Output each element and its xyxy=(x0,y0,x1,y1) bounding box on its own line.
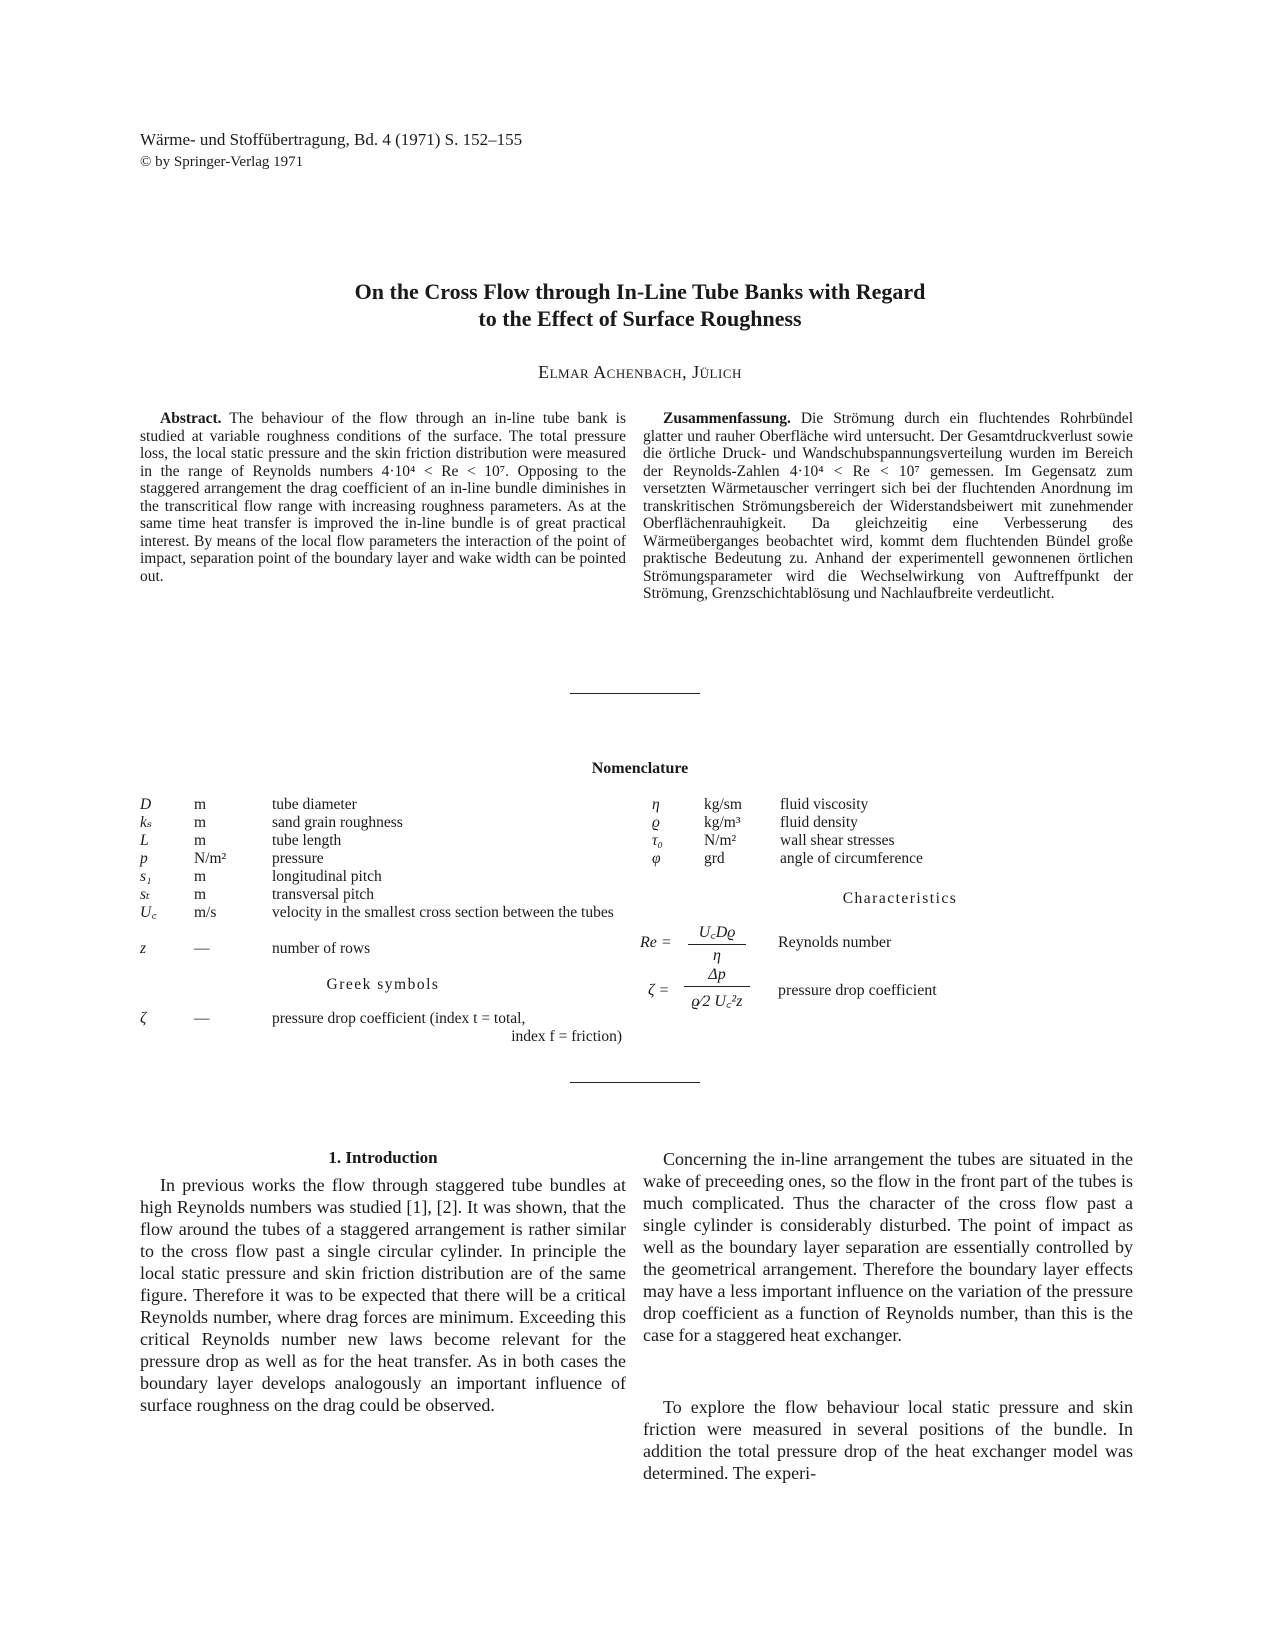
unit: m xyxy=(194,868,207,885)
symbol: U꜀ xyxy=(140,904,157,921)
unit: — xyxy=(194,940,210,957)
unit: m xyxy=(194,796,207,813)
reynolds-fraction xyxy=(688,920,746,965)
unit: N/m² xyxy=(704,832,737,849)
nomenclature-row xyxy=(652,814,1142,832)
unit: m/s xyxy=(194,904,217,921)
intro-paragraph-3: To explore the flow behaviour local static pressure and skin friction were measured in several positions of the bundle. In addition the total pressure drop of the heat exchanger model was determined. The experi- xyxy=(643,1397,1133,1483)
abstract-german xyxy=(643,410,1133,603)
symbol: z xyxy=(140,940,147,957)
title-line-2: to the Effect of Surface Roughness xyxy=(478,306,802,331)
abstract-label: Abstract. xyxy=(160,410,222,427)
abstract-text: The behaviour of the flow through an in-line tube bank is studied at variable roughness conditions of the surface. The total pressure loss, the local static pressure and the skin friction distribution were measured in the range of Reynolds numbers 4·10⁴ < Re < 10⁷. Opposing to the staggered arrangement the drag coefficient of an in-line bundle diminishes in the transcritical flow range with increasing roughness parameters. As at the same time heat transfer is improved the in-line bundle is of great practical interest. By means of the local flow parameters the interaction of the point of impact, separation point of the boundary layer and wake width can be pointed out. xyxy=(140,410,626,585)
nomenclature-zeta xyxy=(140,1010,630,1046)
zusammenfassung-text: Die Strömung durch ein fluchtendes Rohrbündel glatter und rauher Oberfläche wird untersucht. Der Gesamtdruckverlust sowie die örtliche Druck- und Wandschubspannungsverteilung wurden im Bereich der Reynolds-Zahlen 4·10⁴ < Re < 10⁷ gemessen. Im Gegensatz zum versetzten Wärmetauscher verringert sich bei der fluchtenden Anordnung im transkritischen Strömungsbereich der Widerstandsbeiwert mit zunehmender Oberflächenrauhigkeit. Da gleichzeitig eine Verbesserung des Wärmeüberganges beobachtet wird, kommt dem fluchtenden Bündel große praktische Bedeutung zu. Anhand der experimentell gewonnenen örtlichen Strömungsparameter wird die Wechselwirkung von Auftreffpunkt der Strömung, Grenzschichtablösung und Nachlaufbreite verdeutlicht. xyxy=(643,410,1133,602)
journal-header xyxy=(140,128,522,174)
description: pressure xyxy=(272,850,324,867)
copyright-notice: © by Springer-Verlag 1971 xyxy=(140,154,304,170)
symbol: τ₀ xyxy=(652,832,663,849)
section-heading: 1. Introduction xyxy=(328,1148,438,1167)
unit: N/m² xyxy=(194,850,227,867)
symbol: φ xyxy=(652,850,661,867)
unit: m xyxy=(194,886,207,903)
intro-paragraph-2: Concerning the in-line arrangement the tubes are situated in the wake of preceeding ones, so the flow in the front part of the tubes is much complicated. Thus the character of the cross flow past a single cylinder is considerably disturbed. The point of impact as well as the boundary layer separation are essentially controlled by the geometrical arrangement. Therefore the boundary layer effects may have a less important influence on the variation of the pressure drop coefficient as a function of Reynolds number, than this is the case for a staggered heat exchanger. xyxy=(643,1149,1133,1345)
unit: kg/m³ xyxy=(704,814,741,831)
fraction-bar xyxy=(684,986,750,987)
description: fluid viscosity xyxy=(780,796,869,813)
nomenclature-row xyxy=(140,832,630,850)
nomenclature-row xyxy=(140,1010,630,1028)
paper-title xyxy=(140,278,1140,332)
abstract-english xyxy=(140,410,626,585)
separator-rule-bottom xyxy=(570,1082,700,1083)
reynolds-denominator: η xyxy=(713,947,721,964)
intro-paragraph-1: In previous works the flow through staggered tube bundles at high Reynolds numbers was studied [1], [2]. It was shown, that the flow around the tubes of a staggered arrangement is rather similar to the cross flow past a single circular cylinder. In principle the local static pressure and skin friction distribution are of the same figure. Therefore it was to be expected that there will be a critical Reynolds number, where drag forces are minimum. Exceeding this critical Reynolds number new laws become relevant for the pressure drop as well as for the heat transfer. As in both cases the boundary layer develops analogously an important influence of surface roughness on the drag could be observed. xyxy=(140,1175,626,1415)
description: angle of circumference xyxy=(780,850,923,867)
description: tube length xyxy=(272,832,342,849)
description: transversal pitch xyxy=(272,886,375,903)
description: wall shear stresses xyxy=(780,832,895,849)
unit: kg/sm xyxy=(704,796,742,813)
zeta-description: pressure drop coefficient xyxy=(778,982,937,999)
symbol: L xyxy=(140,832,149,849)
description: longitudinal pitch xyxy=(272,868,382,885)
nomenclature-row xyxy=(140,796,630,814)
symbol: D xyxy=(140,796,152,813)
nomenclature-row xyxy=(140,940,630,958)
unit: — xyxy=(194,1010,210,1027)
nomenclature-row xyxy=(652,850,1142,868)
zusammenfassung-label: Zusammenfassung. xyxy=(663,410,791,427)
nomenclature-row xyxy=(140,814,630,832)
symbol: ϱ xyxy=(652,814,660,831)
zeta-lhs: ζ = xyxy=(648,982,670,999)
description: velocity in the smallest cross section between the tubes xyxy=(272,904,614,921)
journal-citation: Wärme- und Stoffübertragung, Bd. 4 (1971) S. 152–155 xyxy=(140,130,523,149)
nomenclature-row xyxy=(140,886,630,904)
nomenclature-row xyxy=(140,1028,630,1046)
unit: m xyxy=(194,814,207,831)
description: tube diameter xyxy=(272,796,357,813)
symbol: η xyxy=(652,796,660,813)
nomenclature-row xyxy=(140,904,630,940)
description: number of rows xyxy=(272,940,371,957)
greek-symbols-heading: Greek symbols xyxy=(326,976,440,993)
characteristics-heading: Characteristics xyxy=(842,890,958,907)
nomenclature-row xyxy=(140,868,630,886)
description: pressure drop coefficient (index t = total, xyxy=(272,1010,526,1027)
nomenclature-row xyxy=(652,832,1142,850)
description: index f = friction) xyxy=(511,1028,622,1045)
zeta-denominator: ϱ⁄2 U꜀²z xyxy=(691,993,743,1010)
zeta-fraction xyxy=(684,966,750,1011)
symbol: kₛ xyxy=(140,814,153,831)
nomenclature-right xyxy=(652,796,1142,868)
unit: m xyxy=(194,832,207,849)
title-line-1: On the Cross Flow through In-Line Tube Banks with Regard xyxy=(354,279,926,304)
fraction-bar xyxy=(688,944,746,945)
unit: grd xyxy=(704,850,725,867)
author-line: Elmar Achenbach, Jülich xyxy=(538,362,742,382)
nomenclature-left xyxy=(140,796,630,958)
symbol: s₁ xyxy=(140,868,152,885)
description: fluid density xyxy=(780,814,858,831)
symbol: sₜ xyxy=(140,886,150,903)
reynolds-numerator: U꜀Dϱ xyxy=(698,924,736,941)
pressure-drop-formula xyxy=(640,966,1140,1022)
symbol: p xyxy=(140,850,148,867)
reynolds-description: Reynolds number xyxy=(778,934,892,951)
zeta-numerator: Δp xyxy=(708,966,726,983)
nomenclature-row xyxy=(140,850,630,868)
reynolds-formula xyxy=(640,920,1140,970)
nomenclature-title: Nomenclature xyxy=(591,760,689,777)
separator-rule-top xyxy=(570,693,700,694)
symbol: ζ xyxy=(140,1010,147,1027)
description: sand grain roughness xyxy=(272,814,403,831)
reynolds-lhs: Re = xyxy=(640,934,672,951)
nomenclature-row xyxy=(652,796,1142,814)
